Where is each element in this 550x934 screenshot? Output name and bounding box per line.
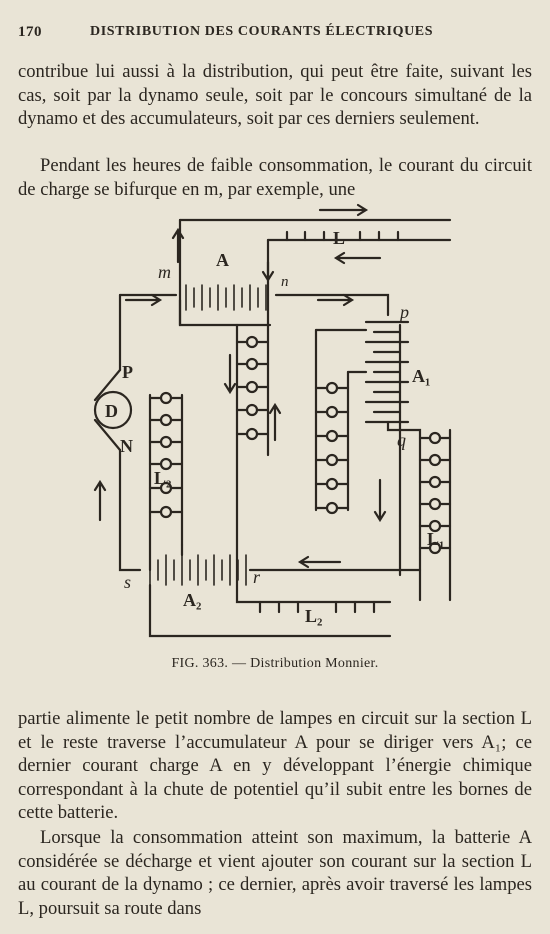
paragraph-2: Pendant les heures de faible consommation, le courant du circuit de charge se bifurque en m, par exemple, une bbox=[18, 155, 532, 200]
circuit-figure bbox=[80, 198, 445, 653]
label-n: n bbox=[281, 274, 289, 290]
label-q: q bbox=[397, 430, 406, 450]
label-L2-bottom: L₂ bbox=[305, 606, 323, 626]
label-L-top: L bbox=[333, 228, 346, 248]
circuit-diagram bbox=[80, 198, 445, 648]
label-P: P bbox=[122, 362, 133, 382]
page-header bbox=[18, 24, 532, 44]
label-L1: L₁ bbox=[427, 529, 445, 549]
label-A2: A₂ bbox=[183, 590, 202, 610]
label-m: m bbox=[158, 262, 171, 282]
paragraph-3: partie alimente le petit nombre de lampes en circuit sur la section L et le reste traverse l’accumulateur A pour se diriger vers A₁; ce dernier courant charge A en y développant l’énergie chimique correspondant à la chute de potentiel qu’il subit entre les bornes de cette batterie. bbox=[18, 708, 532, 824]
label-N: N bbox=[120, 436, 133, 456]
paragraph-1: contribue lui aussi à la distribution, qui peut être faite, suivant les cas, soit par la dynamo seule, soit par le concours simultané de la dynamo et des accumulateurs, soit par ces derniers seulement. bbox=[18, 61, 532, 130]
running-title: DISTRIBUTION DES COURANTS ÉLECTRIQUES bbox=[90, 24, 434, 39]
figure-caption: FIG. 363. — Distribution Monnier. bbox=[171, 656, 379, 671]
label-A: A bbox=[216, 250, 229, 270]
page-number: 170 bbox=[18, 24, 42, 40]
label-A1: A₁ bbox=[412, 366, 431, 386]
label-D: D bbox=[105, 401, 118, 421]
paragraph-4: Lorsque la consommation atteint son maximum, la batterie A considérée se décharge et vient ajouter son courant sur la section L au courant de la dynamo ; ce dernier, après avoir traversé les lampes L, poursuit sa route dans bbox=[18, 827, 532, 919]
label-L2-left: L₂ bbox=[154, 468, 172, 488]
label-s: s bbox=[124, 572, 132, 592]
label-p: p bbox=[400, 302, 409, 322]
label-r: r bbox=[253, 567, 261, 587]
